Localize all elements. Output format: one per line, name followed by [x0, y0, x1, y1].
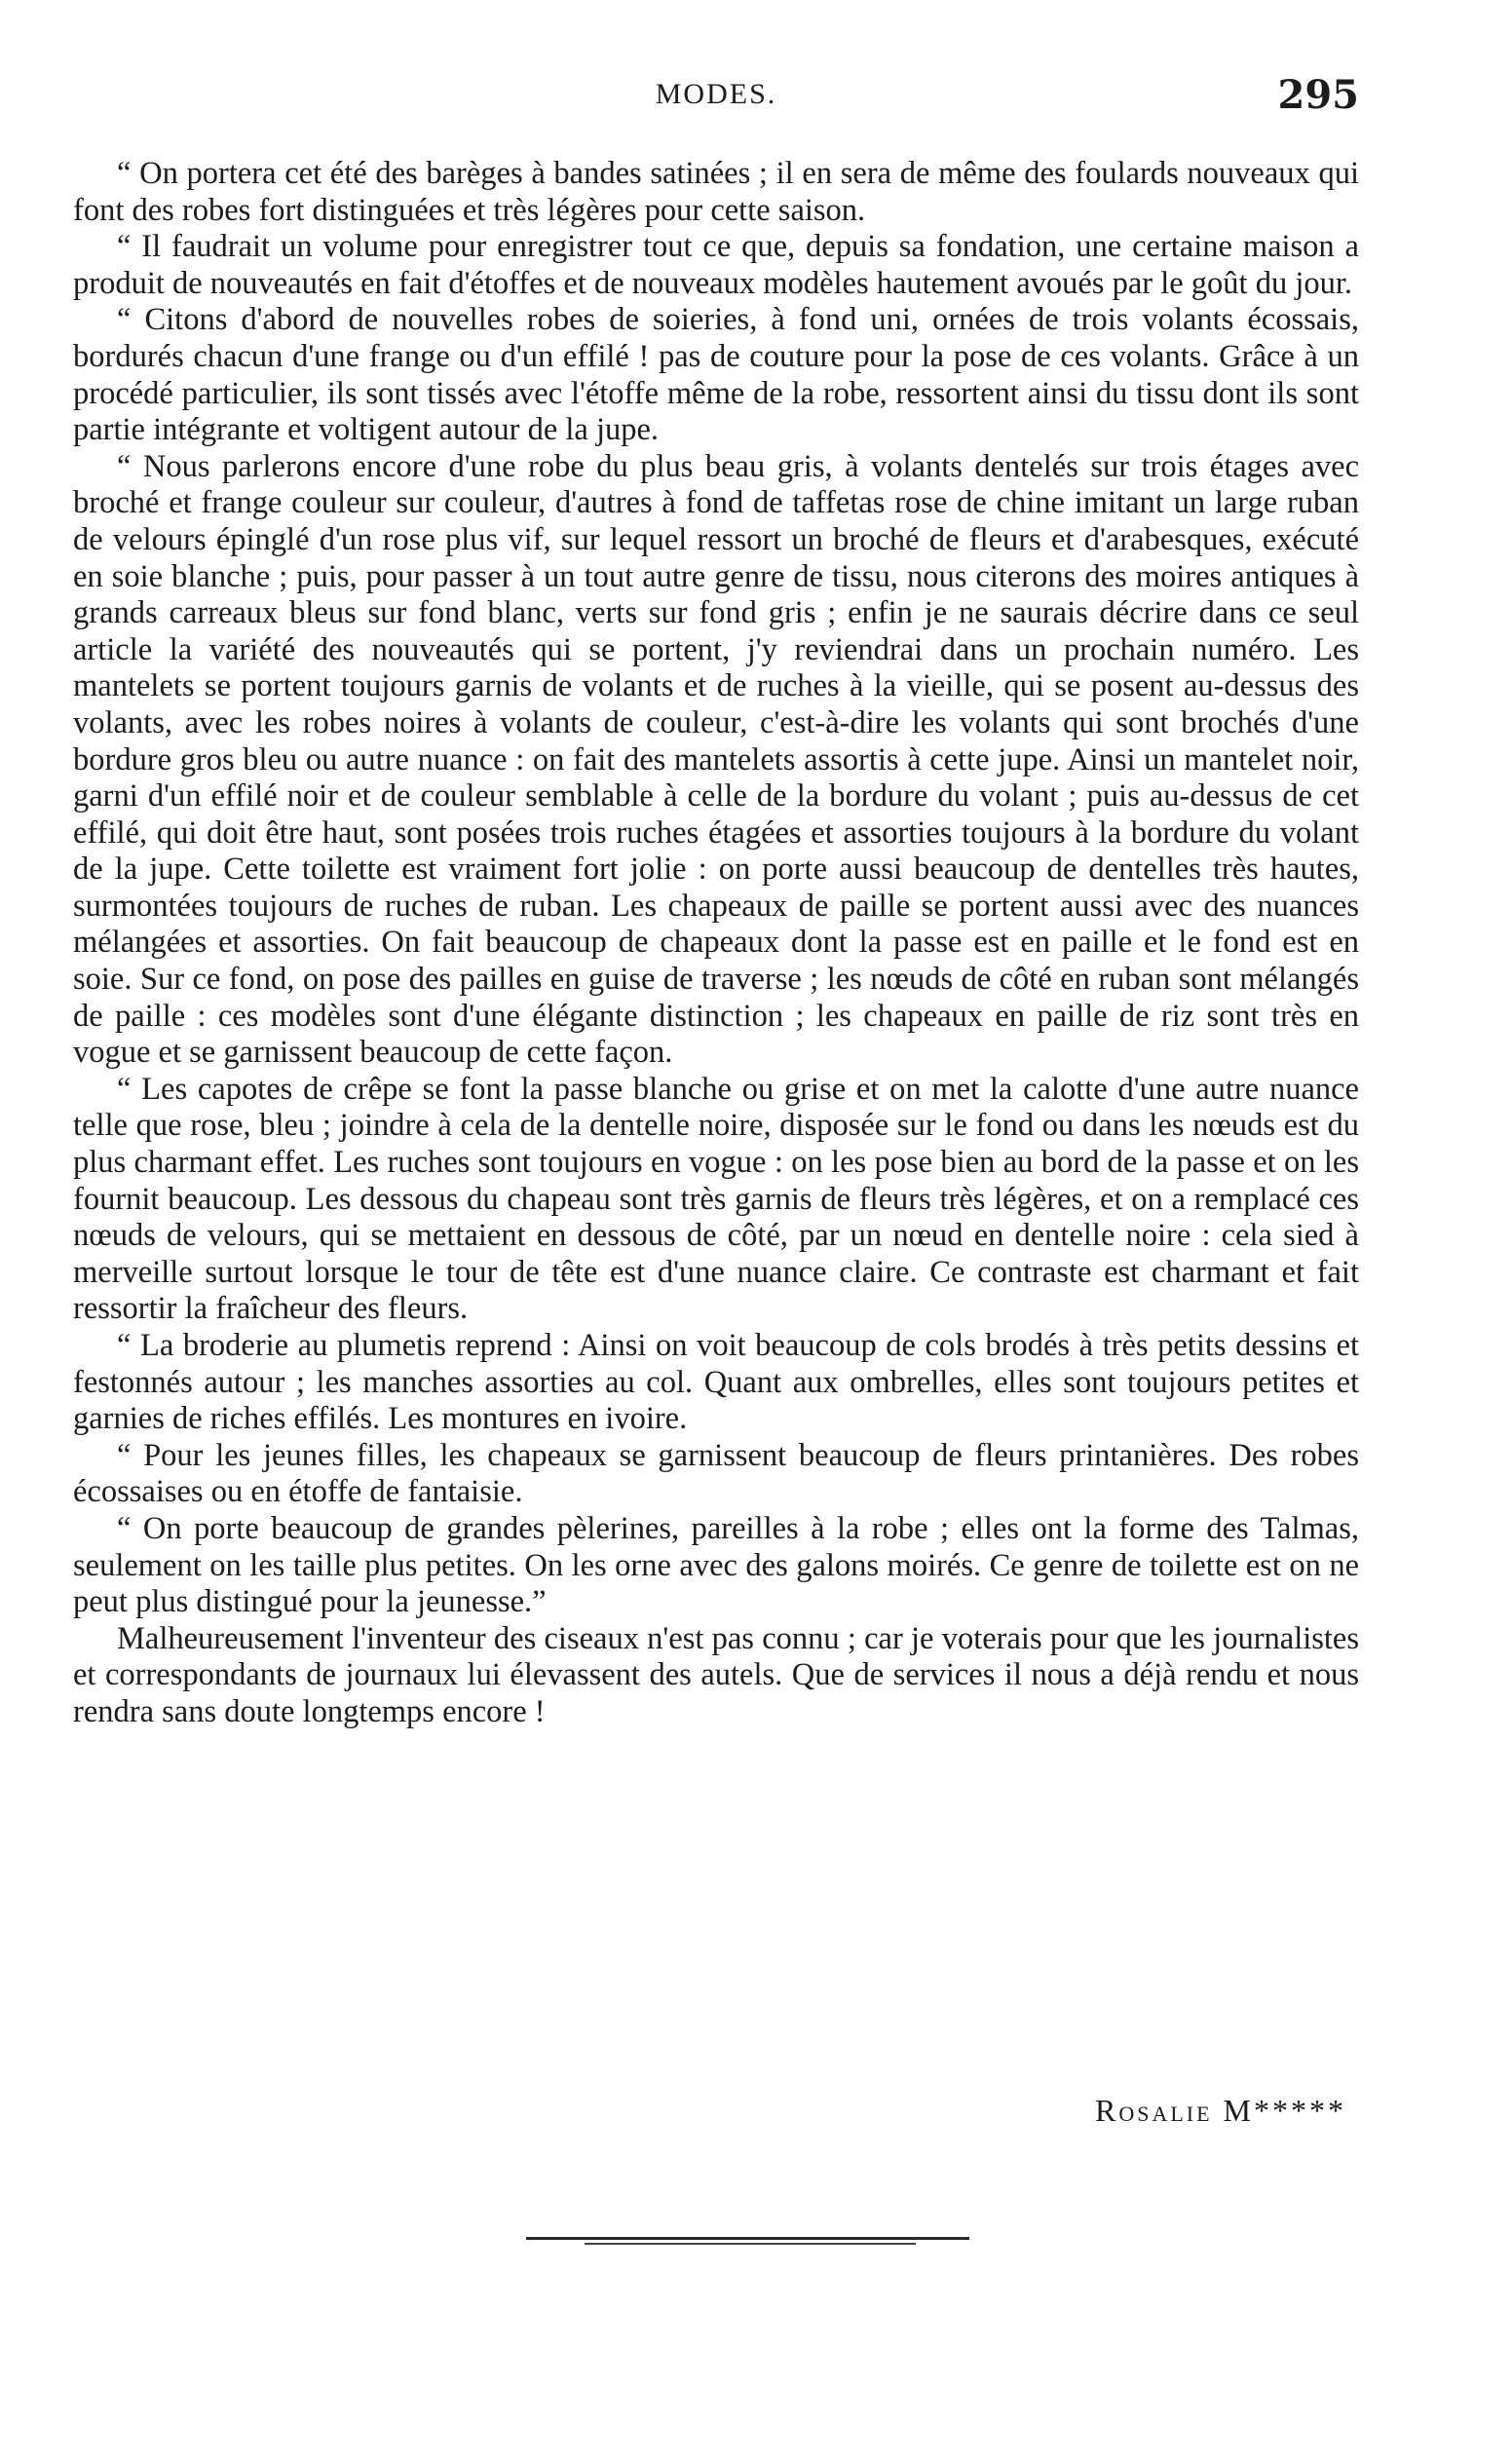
paragraph-ciseaux: Malheureusement l'inventeur des ciseaux n'est pas connu ; car je voterais pour que les journalistes et correspondants de journaux lui élevassent des autels. Que de services il nous a déjà rendu et nous rendra sans doute longtemps encore ! — [73, 1620, 1359, 1729]
article-body — [73, 156, 1359, 1731]
paragraph-barreges: “ On portera cet été des barèges à bandes satinées ; il en sera de même des foulards nouveaux qui font des robes fort distinguées et très légères pour cette saison. — [73, 156, 1359, 228]
paragraph-broderie: “ La broderie au plumetis reprend : Ainsi on voit beaucoup de cols brodés à très petits dessins et festonnés autour ; les manches assorties au col. Quant aux ombrelles, elles sont toujours petites et garnies de riches effilés. Les montures en ivoire. — [73, 1328, 1359, 1437]
running-head: MODES. — [655, 78, 777, 110]
paragraph-maison: “ Il faudrait un volume pour enregistrer tout ce que, depuis sa fondation, une certaine maison a produit de nouveautés en fait d'étoffes et de nouveaux modèles hautement avoués par le goût du jour. — [73, 229, 1359, 301]
section-divider — [526, 2237, 969, 2240]
paragraph-capotes: “ Les capotes de crêpe se font la passe blanche ou grise et on met la calotte d'une autre nuance telle que rose, bleu ; joindre à cela de la dentelle noire, disposée sur le fond ou dans les nœuds est du plus charmant effet. Les ruches sont toujours en vogue : on les pose bien au bord de la passe et on les fournit beaucoup. Les dessous du chapeau sont très garnis de fleurs très légères, et on a remplacé ces nœuds de velours, qui se mettaient en dessous de côté, par un nœud en dentelle noire : cela sied à merveille surtout lorsque le tour de tête est d'une nuance claire. Ce contraste est charmant et fait ressortir la fraîcheur des fleurs. — [73, 1071, 1359, 1327]
author-signature: Rosalie M***** — [1094, 2093, 1346, 2128]
page-number: 295 — [1277, 72, 1359, 118]
page-header — [73, 72, 1359, 136]
paragraph-jeunes-filles: “ Pour les jeunes filles, les chapeaux se garnissent beaucoup de fleurs printanières. Des robes écossaises ou en étoffe de fantaisie. — [73, 1437, 1359, 1510]
paragraph-soieries: “ Citons d'abord de nouvelles robes de soieries, à fond uni, ornées de trois volants écossais, bordurés chacun d'une frange ou d'un effilé ! pas de couture pour la pose de ces volants. Grâce à un procédé particulier, ils sont tissés avec l'étoffe même de la robe, ressortent ainsi du tissu dont ils sont partie intégrante et voltigent autour de la jupe. — [73, 302, 1359, 448]
section-divider-secondary — [585, 2243, 916, 2245]
paragraph-pelerines: “ On porte beaucoup de grandes pèlerines, pareilles à la robe ; elles ont la forme des Talmas, seulement on les taille plus petites. On les orne avec des galons moirés. Ce genre de toilette est on ne peut plus distingué pour la jeunesse.” — [73, 1510, 1359, 1620]
paragraph-robe-grise: “ Nous parlerons encore d'une robe du plus beau gris, à volants dentelés sur trois étages avec broché et frange couleur sur couleur, d'autres à fond de taffetas rose de chine imitant un large ruban de velours épinglé d'un rose plus vif, sur lequel ressort un broché de fleurs et d'arabesques, exécuté en soie blanche ; puis, pour passer à un tout autre genre de tissu, nous citerons des moires antiques à grands carreaux bleus sur fond blanc, verts sur fond gris ; enfin je ne saurais décrire dans ce seul article la variété des nouveautés qui se portent, j'y reviendrai dans un prochain numéro. Les mantelets se portent toujours garnis de volants et de ruches à la vieille, qui se posent au-dessus des volants, avec les robes noires à volants de couleur, c'est-à-dire les volants qui sont brochés d'une bordure gros bleu ou autre nuance : on fait des mantelets assortis à cette jupe. Ainsi un mantelet noir, garni d'un effilé noir et de couleur semblable à celle de la bordure du volant ; puis au-dessus de cet effilé, qui doit être haut, sont posées trois ruches étagées et assorties toujours à la bordure du volant de la jupe. Cette toilette est vraiment fort jolie : on porte aussi beaucoup de dentelles très hautes, surmontées toujours de ruches de ruban. Les chapeaux de paille se portent aussi avec des nuances mélangées et assorties. On fait beaucoup de chapeaux dont la passe est en paille et le fond est en soie. Sur ce fond, on pose des pailles en guise de traverse ; les nœuds de côté en ruban sont mélangés de paille : ces modèles sont d'une élégante distinction ; les chapeaux en paille de riz sont très en vogue et se garnissent beaucoup de cette façon. — [73, 448, 1359, 1071]
